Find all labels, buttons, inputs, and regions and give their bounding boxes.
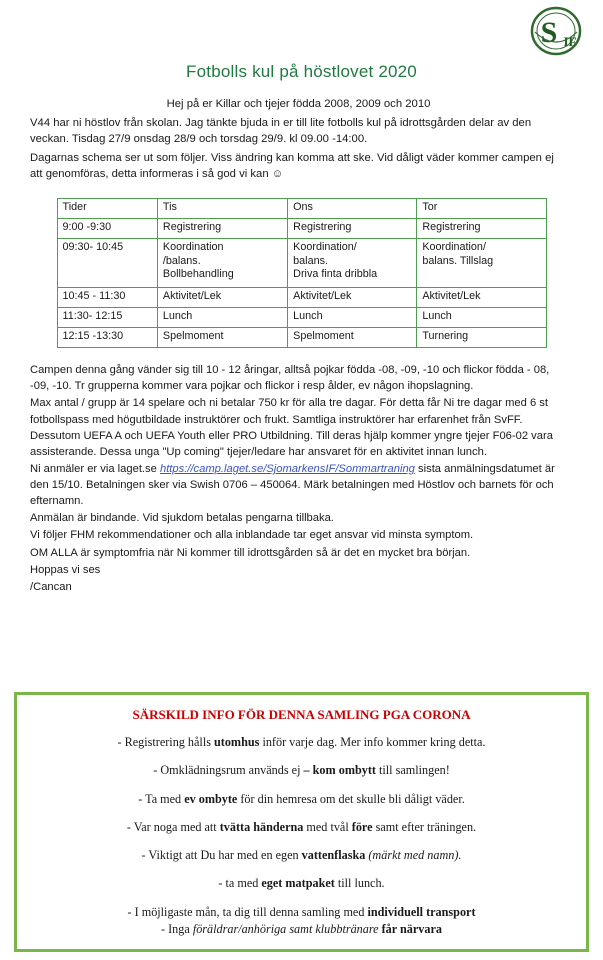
column-header-time: Tider (57, 199, 157, 219)
corona-rule-text: - I möjligaste mån, ta dig till denna samling med (127, 904, 368, 919)
paragraph-closing: Hoppas vi ses (30, 563, 101, 576)
cell-time: 09:30- 10:45 (57, 239, 157, 288)
cell-tis: Registrering (157, 219, 287, 239)
table-row (57, 308, 546, 328)
cell-time: 10:45 - 11:30 (57, 288, 157, 308)
corona-rule-text: får närvara (378, 921, 442, 936)
corona-rule-text: (märkt med namn). (365, 848, 462, 862)
cell-line: Koordination (162, 241, 224, 254)
corona-rules-list (33, 735, 570, 937)
cell-ons (288, 239, 417, 288)
greeting-line: Hej på er Killar och tjejer födda 2008, 2009 och 2010 (166, 98, 431, 110)
corona-rule-text: inför varje dag. Mer info kommer kring detta. (259, 735, 486, 749)
corona-rule-text: föräldrar/anhöriga samt klubbtränare (192, 921, 379, 936)
corona-rule-text: utomhus (214, 735, 260, 749)
corona-rule-text: - Inga (161, 921, 193, 936)
table-row (57, 219, 546, 239)
cell-line: balans. Tillslag (422, 254, 494, 267)
paragraph-signature: /Cancan (30, 580, 72, 593)
registration-post-text: sista anmälningsdatumet är den 15/10. Betalningen sker via Swish 0706 – 450064. Märk betalningen med Höstlov och barnets för och efternamn. (30, 462, 555, 508)
corona-rule-text: - Omklädningsrum används ej (153, 763, 304, 778)
corona-rule-text: tvätta händerna (219, 819, 304, 834)
corona-rule-text: till samlingen! (375, 763, 450, 778)
cell-line: /balans. (162, 254, 201, 267)
cell-tor: Registrering (417, 219, 546, 239)
club-crest-logo (525, 6, 587, 60)
corona-rule-item (33, 820, 570, 835)
table-row (57, 328, 546, 348)
corona-rule-item (33, 735, 570, 750)
cell-line: Koordination/ (293, 241, 357, 254)
paragraph-price-info: Max antal / grupp är 14 spelare och ni betalar 750 kr för alla tre dagar. För detta får Ni tre dagar med 6 st fotbollspass med högutbildade instruktörer och frukt. Samtliga instruktörer har erfarenhet från SvFF. Dessutom UEFA A och UEFA Youth eller PRO Utbildning. Till deras hjälp kommer yngre tjejer F06-02 vara assisterande. Dessa unga "Up coming" tjejer/ledare har ansvaret för en aktivitet innan lunch. (30, 397, 553, 458)
corona-rule-text: – kom ombytt (303, 763, 376, 778)
column-header-tis: Tis (157, 199, 287, 219)
paragraph-symptoms: OM ALLA är symptomfria när Ni kommer till idrottsgården så är det en mycket bra början. (30, 546, 471, 559)
corona-rule-text: till lunch. (334, 876, 385, 891)
corona-box-title: SÄRSKILD INFO FÖR DENNA SAMLING PGA CORONA (132, 707, 471, 722)
cell-ons: Aktivitet/Lek (288, 288, 417, 308)
cell-tor (417, 239, 546, 288)
corona-info-box (14, 692, 589, 952)
corona-rule-text: för din hemresa om det skulle bli dåligt väder. (237, 791, 465, 806)
intro-block (30, 96, 567, 182)
corona-rule-item (33, 763, 570, 778)
intro-line-2: Dagarnas schema ser ut som följer. Viss ändring kan komma att ske. Vid dåligt väder kommer campen ej att genomföras, detta informeras i så god vi kan ☺ (30, 152, 554, 181)
corona-rule-text: - Registrering hålls (117, 735, 214, 749)
cell-line: Bollbehandling (162, 268, 234, 281)
cell-tor: Turnering (417, 328, 546, 348)
cell-ons: Registrering (288, 219, 417, 239)
corona-rule-item (33, 905, 570, 920)
cell-line: Driva finta dribbla (293, 268, 378, 281)
schedule-table (57, 198, 547, 348)
corona-rule-text: med tvål (303, 819, 352, 834)
cell-time: 11:30- 12:15 (57, 308, 157, 328)
corona-rule-text: före (351, 819, 373, 834)
table-row (57, 239, 546, 288)
body-text-block (30, 362, 571, 595)
corona-rule-text: samt efter träningen. (372, 819, 477, 834)
schedule-body (57, 199, 546, 348)
svg-text:IF: IF (563, 34, 577, 49)
paragraph-binding: Anmälan är bindande. Vid sjukdom betalas pengarna tillbaka. (30, 512, 334, 525)
svg-text:S: S (540, 16, 558, 49)
column-header-tor: Tor (417, 199, 546, 219)
corona-rule-text: eget matpaket (261, 876, 335, 891)
corona-rule-text: - Ta med (138, 791, 185, 806)
registration-link[interactable]: https://camp.laget.se/SjomarkensIF/Sommartraning (159, 462, 415, 475)
cell-ons: Spelmoment (288, 328, 417, 348)
paragraph-fhm: Vi följer FHM rekommendationer och alla inblandade tar eget ansvar vid minsta symptom. (30, 529, 474, 542)
page-title: Fotbolls kul på höstlovet 2020 (186, 62, 417, 81)
cell-ons: Lunch (288, 308, 417, 328)
paragraph-age-groups: Campen denna gång vänder sig till 10 - 12 åringar, alltså pojkar födda -08, -09, -10 och flickor födda - 08, -09, -10. Tr grupperna kommer vara pojkar och flickor i resp ålder, ev någon ihopslagning. (30, 364, 550, 393)
cell-tis (157, 239, 287, 288)
corona-rule-text: - Var noga med att (126, 819, 220, 834)
cell-tor: Aktivitet/Lek (417, 288, 546, 308)
corona-rule-text: ev ombyte (184, 791, 238, 806)
cell-line: balans. (293, 254, 328, 267)
cell-time: 12:15 -13:30 (57, 328, 157, 348)
corona-rule-item (33, 848, 570, 863)
corona-rule-text: - ta med (218, 876, 262, 891)
table-header-row (57, 199, 546, 219)
cell-tis: Lunch (157, 308, 287, 328)
cell-line: Koordination/ (422, 241, 486, 254)
intro-line-1: V44 har ni höstlov från skolan. Jag tänkte bjuda in er till lite fotbolls kul på idrottsgården delar av den veckan. Tisdag 27/9 onsdag 28/9 och torsdag 29/9. kl 09.00 -14:00. (30, 117, 532, 146)
column-header-ons: Ons (288, 199, 417, 219)
table-row (57, 288, 546, 308)
registration-pre-text: Ni anmäler er via laget.se (30, 462, 160, 475)
corona-rule-text: vattenflaska (301, 848, 366, 862)
corona-rule-item (33, 922, 570, 937)
corona-rule-text: - Viktigt att Du har med en egen (141, 848, 302, 862)
cell-tor: Lunch (417, 308, 546, 328)
paragraph-registration (30, 461, 571, 509)
corona-rule-text: individuell transport (367, 904, 476, 919)
corona-rule-item (33, 876, 570, 891)
cell-time: 9:00 -9:30 (57, 219, 157, 239)
cell-tis: Aktivitet/Lek (157, 288, 287, 308)
corona-rule-item (33, 792, 570, 807)
cell-tis: Spelmoment (157, 328, 287, 348)
